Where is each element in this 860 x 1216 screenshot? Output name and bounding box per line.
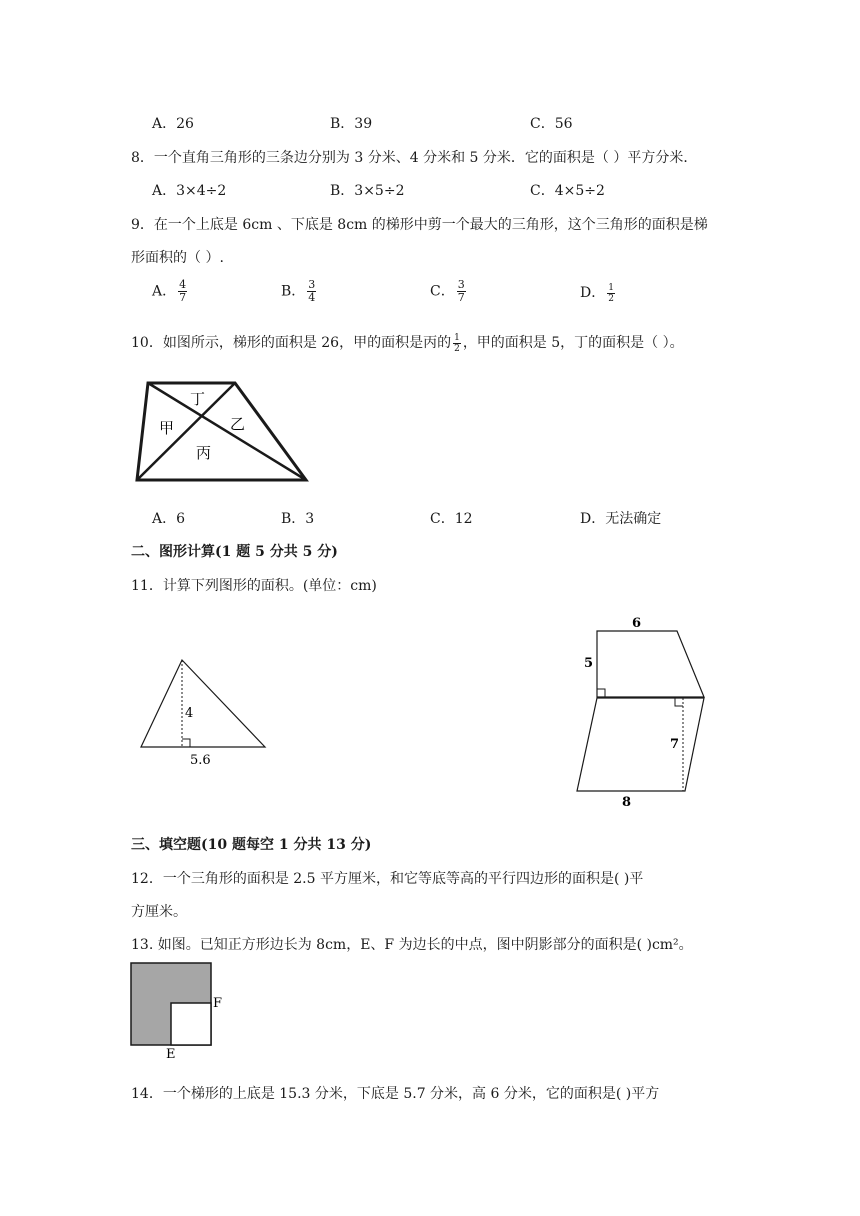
q10-question	[131, 332, 684, 354]
label-f: F	[213, 996, 223, 1011]
q8-option-c: C．4×5÷2	[530, 183, 605, 199]
triangle-base-label: 5.6	[190, 753, 211, 768]
q10-frac-num: 1	[454, 332, 460, 343]
q10-option-c: C．12	[430, 511, 473, 527]
q9-option-a-fraction	[178, 279, 187, 304]
q9-option-b-fraction	[307, 279, 316, 304]
q11-triangle-figure	[135, 655, 275, 770]
q13-question: 13. 如图。已知正方形边长为 8cm，E、F 为边长的中点，图中阴影部分的面积是( )cm²。	[131, 937, 693, 953]
q10-text-a: 10．如图所示，梯形的面积是 26，甲的面积是丙的	[131, 335, 452, 351]
label-ding: 丁	[190, 390, 206, 408]
q9-option-c-label: C．	[430, 283, 455, 300]
q9-d-num: 1	[608, 282, 614, 293]
q9-c-den: 7	[457, 291, 465, 304]
q8-option-b: B．3×5÷2	[330, 183, 405, 199]
q11-composite-figure	[570, 612, 715, 810]
upper-right-angle	[597, 689, 605, 697]
left-edge-label: 5	[584, 656, 594, 671]
q9-b-num: 3	[308, 278, 316, 291]
q10-fraction	[453, 333, 461, 354]
q9-c-num: 3	[457, 278, 465, 291]
q9-b-den: 4	[308, 291, 316, 304]
q14-question: 14．一个梯形的上底是 15.3 分米，下底是 5.7 分米，高 6 分米，它的面积是( )平方	[131, 1086, 660, 1102]
label-yi: 乙	[230, 415, 246, 433]
q9-d-den: 2	[608, 293, 614, 304]
q9-option-b	[281, 279, 318, 304]
q9-option-d-fraction	[607, 283, 615, 304]
label-jia: 甲	[159, 419, 175, 437]
q9-option-b-label: B．	[281, 283, 306, 300]
triangle-height-label: 4	[185, 706, 194, 721]
q8-option-a: A．3×4÷2	[152, 183, 227, 199]
q11-question: 11．计算下列图形的面积。(单位：cm)	[131, 578, 377, 594]
triangle-outline	[141, 660, 265, 747]
q7-option-a: A．26	[152, 116, 194, 132]
q9-option-c-fraction	[457, 279, 466, 304]
q10-option-a: A．6	[152, 511, 186, 527]
lower-parallelogram	[577, 698, 704, 791]
label-e: E	[166, 1047, 176, 1062]
q13-square-figure	[128, 960, 228, 1062]
section-2-title: 二、图形计算(1 题 5 分共 5 分)	[131, 544, 338, 560]
q9-option-d-label: D．	[580, 285, 606, 301]
q9-option-a	[152, 279, 189, 304]
lower-right-angle	[675, 698, 683, 706]
q7-option-b: B．39	[330, 116, 373, 132]
section-3-title: 三、填空题(10 题每空 1 分共 13 分)	[131, 837, 372, 853]
q9-option-a-label: A．	[152, 283, 177, 300]
upper-trapezoid	[597, 631, 704, 697]
bottom-edge-label: 8	[622, 795, 632, 810]
label-bing: 丙	[196, 444, 212, 462]
unshaded-square	[171, 1003, 211, 1045]
q9-question-line1: 9．在一个上底是 6cm 、下底是 8cm 的梯形中剪一个最大的三角形，这个三角形的面积是梯	[131, 217, 708, 233]
q9-option-d	[580, 282, 617, 304]
q10-frac-den: 2	[454, 343, 460, 354]
q9-question-line2: 形面积的（ ）.	[131, 250, 224, 266]
q9-a-num: 4	[179, 278, 187, 291]
q7-option-c: C．56	[530, 116, 573, 132]
diagonal-2	[137, 383, 235, 480]
top-edge-label: 6	[632, 616, 642, 631]
q9-a-den: 7	[179, 291, 187, 304]
q12-question-line1: 12．一个三角形的面积是 2.5 平方厘米，和它等底等高的平行四边形的面积是( )平	[131, 871, 644, 887]
q9-option-c	[430, 279, 468, 304]
right-angle-mark	[182, 739, 190, 747]
q10-option-d: D．无法确定	[580, 511, 662, 527]
q10-text-b: ，甲的面积是 5，丁的面积是（ ）。	[462, 335, 684, 351]
height-label: 7	[670, 737, 680, 752]
q12-question-line2: 方厘米。	[131, 904, 187, 920]
q10-trapezoid-figure	[130, 374, 315, 486]
q10-option-b: B．3	[281, 511, 315, 527]
q8-question: 8．一个直角三角形的三条边分别为 3 分米、4 分米和 5 分米．它的面积是（ ）平方分米．	[131, 150, 698, 166]
